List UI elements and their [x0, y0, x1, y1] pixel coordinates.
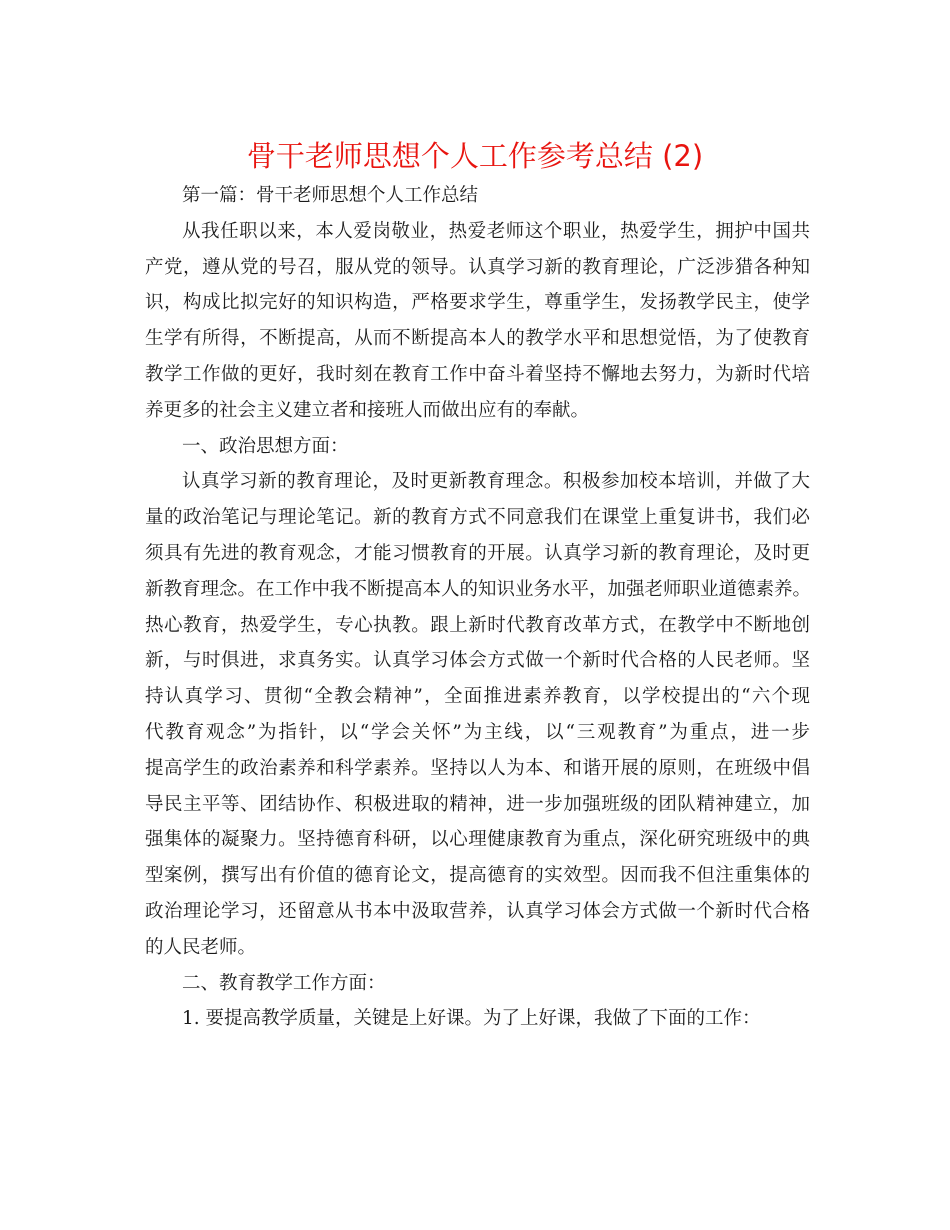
heading-teaching: 二、教育教学工作方面：	[182, 972, 386, 994]
paragraph-line: 认真学习新的教育理论，及时更新教育理念。积极参加校本培训，并做了大	[182, 471, 810, 493]
paragraph-line: 政治理论学习，还留意从书本中汲取营养，认真学习体会方式做一个新时代合格	[145, 900, 810, 922]
paragraph-line: 型案例，撰写出有价值的德育论文，提高德育的实效型。因而我不但注重集体的	[145, 865, 810, 887]
paragraph-line: 代教育观念”为指针，以“学会关怀”为主线，以“三观教育”为重点，进一步	[145, 721, 810, 743]
paragraph-line: 养更多的社会主义建立者和接班人而做出应有的奉献。	[145, 399, 590, 421]
paragraph-line: 量的政治笔记与理论笔记。新的教育方式不同意我们在课堂上重复讲书，我们必	[145, 507, 810, 529]
document-body	[145, 178, 810, 1037]
paragraph-line: 持认真学习、贯彻“全教会精神”，全面推进素养教育，以学校提出的“六个现	[145, 686, 810, 708]
paragraph-line: 导民主平等、团结协作、积极进取的精神，进一步加强班级的团队精神建立，加	[145, 793, 810, 815]
paragraph-political	[145, 464, 810, 965]
paragraph-line: 产党，遵从党的号召，服从党的领导。认真学习新的教育理论，广泛涉猎各种知	[145, 256, 810, 278]
paragraph-line: 强集体的凝聚力。坚持德育科研，以心理健康教育为重点，深化研究班级中的典	[145, 829, 810, 851]
paragraph-line: 生学有所得，不断提高，从而不断提高本人的教学水平和思想觉悟，为了使教育	[145, 328, 810, 350]
paragraph-intro	[145, 214, 810, 429]
paragraph-line: 新教育理念。在工作中我不断提高本人的知识业务水平，加强老师职业道德素养。	[145, 578, 812, 600]
paragraph-line: 教学工作做的更好，我时刻在教育工作中奋斗着坚持不懈地去努力，为新时代培	[145, 363, 810, 385]
paragraph-line: 热心教育，热爱学生，专心执教。跟上新时代教育改革方式，在教学中不断地创	[145, 614, 810, 636]
paragraph-line: 的人民老师。	[145, 936, 257, 958]
document-title: 骨干老师思想个人工作参考总结 (2)	[246, 139, 704, 173]
paragraph-line: 须具有先进的教育观念，才能习惯教育的开展。认真学习新的教育理论，及时更	[145, 542, 810, 564]
paragraph-line: 新，与时俱进，求真务实。认真学习体会方式做一个新时代合格的人民老师。坚	[145, 650, 810, 672]
paragraph-line: 从我任职以来，本人爱岗敬业，热爱老师这个职业，热爱学生，拥护中国共	[182, 220, 810, 242]
section-subtitle: 第一篇：骨干老师思想个人工作总结	[182, 185, 479, 206]
paragraph-line: 提高学生的政治素养和科学素养。坚持以人为本、和谐开展的原则，在班级中倡	[145, 757, 810, 779]
list-item-1: 1. 要提高教学质量，关键是上好课。为了上好课，我做了下面的工作：	[182, 1008, 761, 1030]
heading-political: 一、政治思想方面：	[182, 435, 349, 457]
paragraph-line: 识，构成比拟完好的知识构造，严格要求学生，尊重学生，发扬教学民主，使学	[145, 292, 810, 314]
